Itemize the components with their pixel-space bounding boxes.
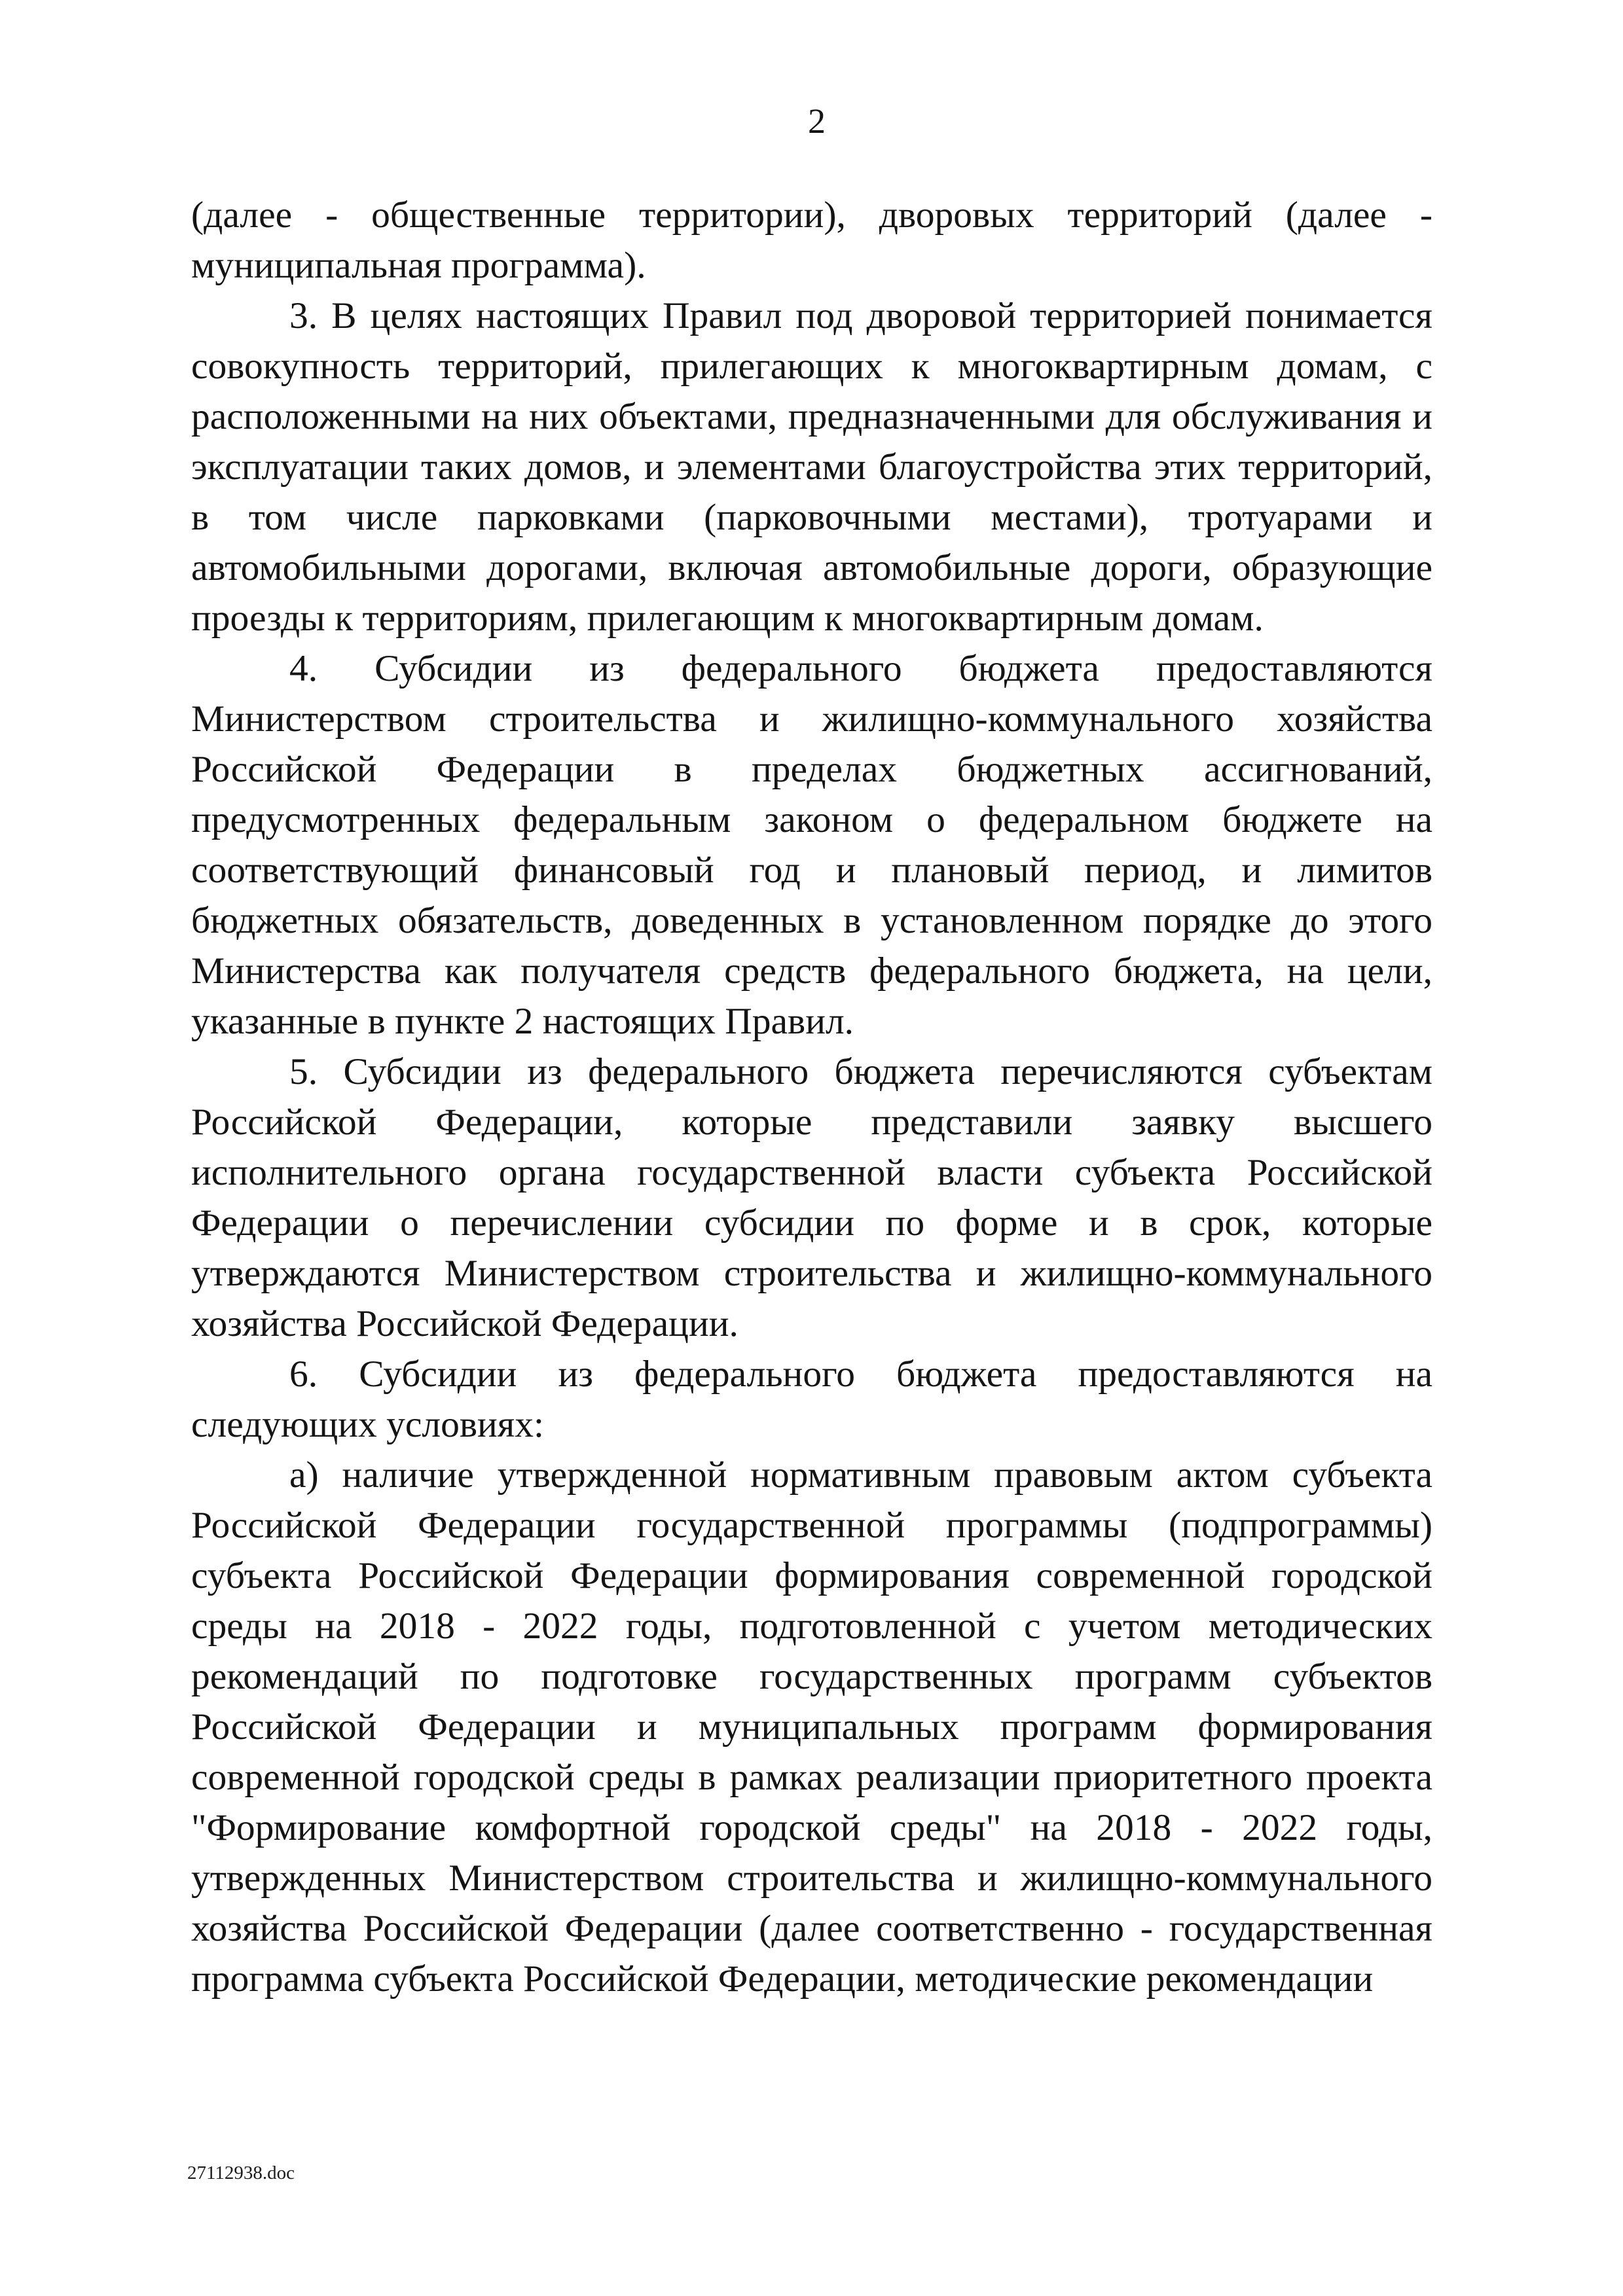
paragraph-3: 3. В целях настоящих Правил под дворовой территорией понимается совокупность территорий, прилегающих к многоквартирным домам, с расположенными на них объектами, предназначенными для обслуживания и эксплуатации таких домов, и элементами благоустройства этих территорий, в том числе парковками (парковочными местами), тротуарами и автомобильными дорогами, включая автомобильные дороги, образующие проезды к территориям, прилегающим к многоквартирным домам.	[191, 295, 1432, 639]
paragraph-5: 5. Субсидии из федерального бюджета перечисляются субъектам Российской Федерации, которые представили заявку высшего исполнительного органа государственной власти субъекта Российской Федерации о перечислении субсидии по форме и в срок, которые утверждаются Министерством строительства и жилищно-коммунального хозяйства Российской Федерации.	[191, 1051, 1432, 1344]
document-body	[191, 190, 1432, 2004]
page-number: 2	[808, 101, 826, 141]
paragraph-4: 4. Субсидии из федерального бюджета предоставляются Министерством строительства и жилищно-коммунального хозяйства Российской Федерации в пределах бюджетных ассигнований, предусмотренных федеральным законом о федеральном бюджете на соответствующий финансовый год и плановый период, и лимитов бюджетных обязательств, доведенных в установленном порядке до этого Министерства как получателя средств федерального бюджета, на цели, указанные в пункте 2 настоящих Правил.	[191, 648, 1432, 1042]
footer-filename: 27112938.doc	[187, 2162, 295, 2183]
paragraph-continuation: (далее - общественные территории), дворовых территорий (далее - муниципальная программа).	[191, 194, 1432, 286]
paragraph-6: 6. Субсидии из федерального бюджета предоставляются на следующих условиях:	[191, 1354, 1432, 1445]
paragraph-6a: а) наличие утвержденной нормативным правовым актом субъекта Российской Федерации государственной программы (подпрограммы) субъекта Российской Федерации формирования современной городской среды на 2018 - 2022 годы, подготовленной с учетом методических рекомендаций по подготовке государственных программ субъектов Российской Федерации и муниципальных программ формирования современной городской среды в рамках реализации приоритетного проекта "Формирование комфортной городской среды" на 2018 - 2022 годы, утвержденных Министерством строительства и жилищно-коммунального хозяйства Российской Федерации (далее соответственно - государственная программа субъекта Российской Федерации, методические рекомендации	[191, 1454, 1432, 2000]
